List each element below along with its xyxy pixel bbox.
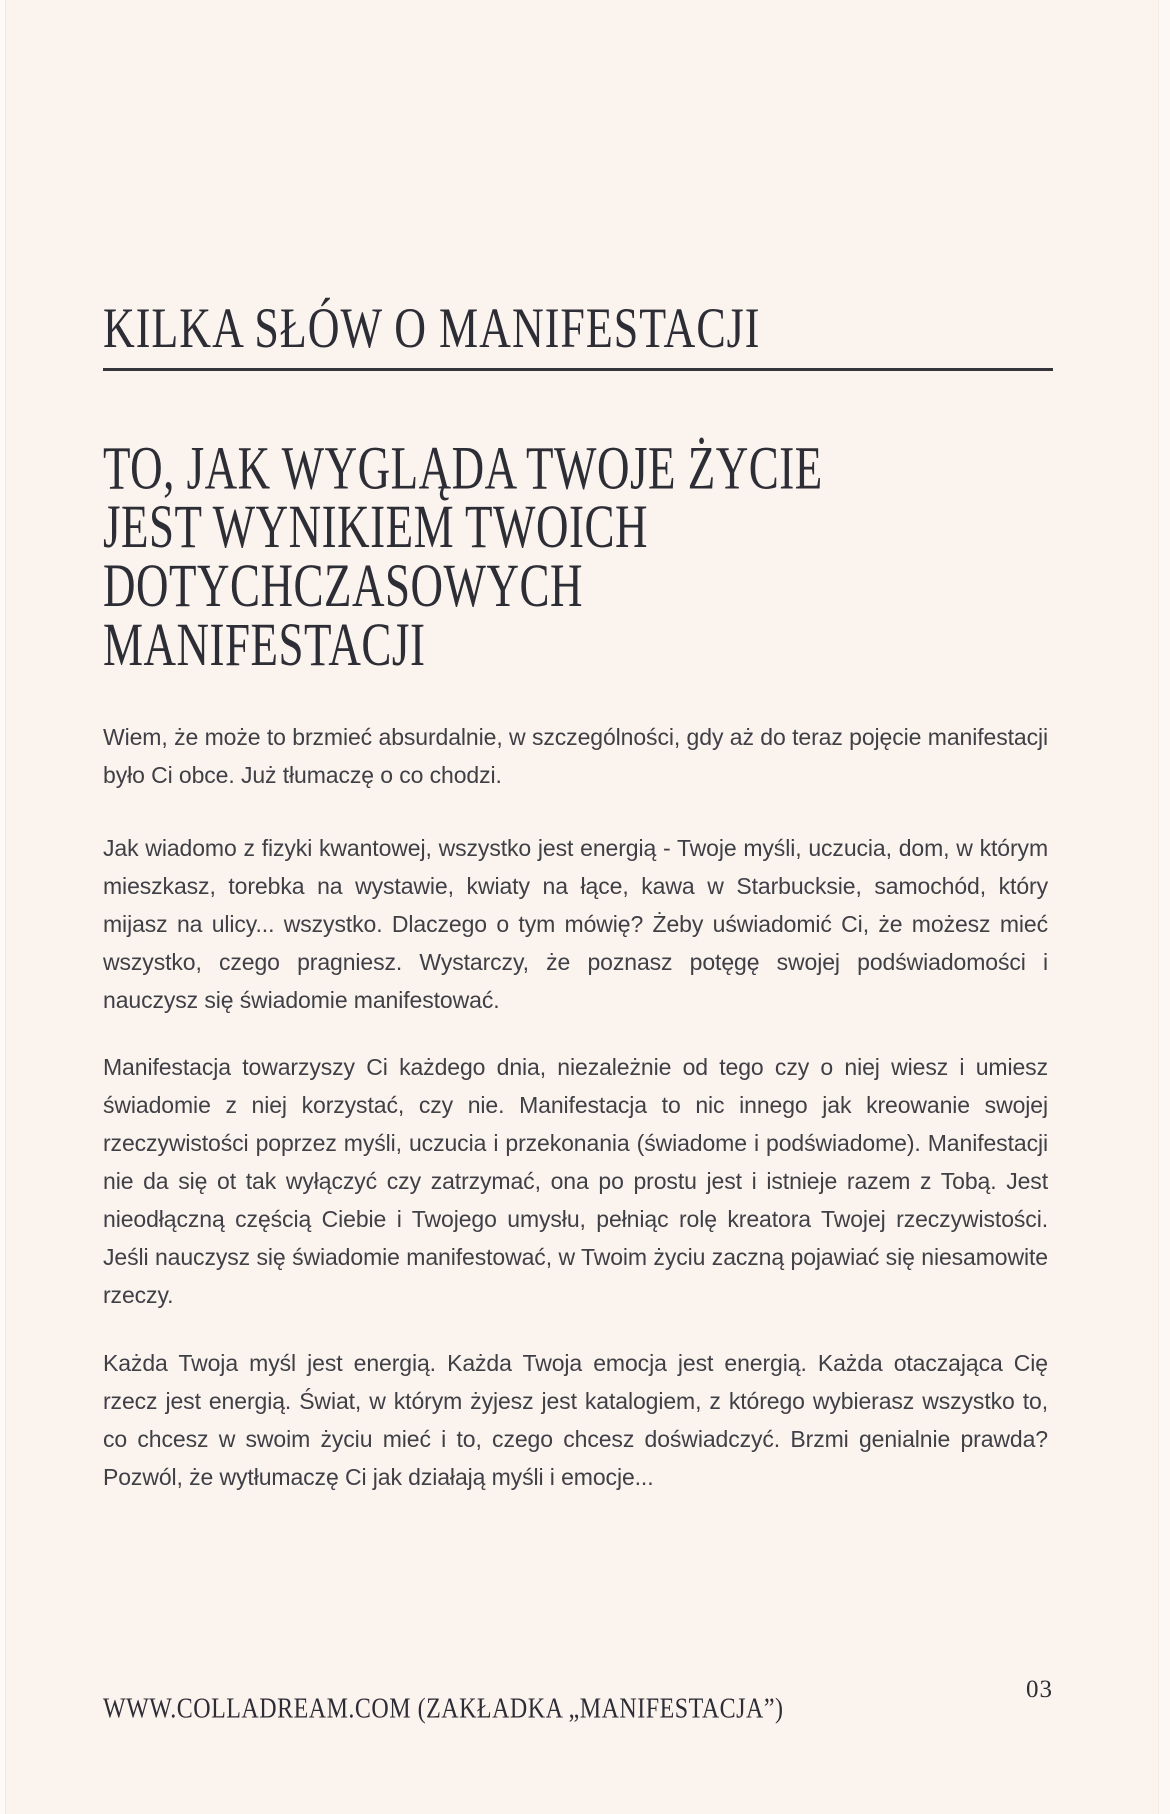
page-left-edge	[0, 0, 6, 1814]
body-paragraph-quantum-energy: Jak wiadomo z fizyki kwantowej, wszystko jest energią - Twoje myśli, uczucia, dom, w którym mieszkasz, torebka na wystawie, kwiaty na łące, kawa w Starbucksie, samochód, który mijasz na ulicy... wszystko. Dlaczego o tym mówię? Żeby uświadomić Ci, że możesz mieć wszystko, czego pragniesz. Wystarczy, że poznasz potęgę swojej podświadomości i nauczysz się świadomie manifestować.	[103, 835, 1048, 1013]
footer-website-link[interactable]: WWW.COLLADREAM.COM (ZAKŁADKA „MANIFESTACJA”)	[103, 1694, 784, 1725]
section-heading: TO, JAK WYGLĄDA TWOJE ŻYCIE JEST WYNIKIEM TWOICH DOTYCHCZASOWYCH MANIFESTACJI	[103, 433, 823, 680]
body-paragraph-intro: Wiem, że może to brzmieć absurdalnie, w szczególności, gdy aż do teraz pojęcie manifestacji było Ci obce. Już tłumaczę o co chodzi.	[103, 724, 1048, 788]
body-paragraph-manifestation-daily: Manifestacja towarzyszy Ci każdego dnia, niezależnie od tego czy o niej wiesz i umiesz świadomie z niej korzystać, czy nie. Manifestacja to nic innego jak kreowanie swojej rzeczywistości poprzez myśli, uczucia i przekonania (świadome i podświadome). Manifestacji nie da się ot tak wyłączyć czy zatrzymać, ona po prostu jest i istnieje razem z Tobą. Jest nieodłączną częścią Ciebie i Twojego umysłu, pełniąc rolę kreatora Twojej rzeczywistości. Jeśli nauczysz się świadomie manifestować, w Twoim życiu zaczną pojawiać się niesamowite rzeczy.	[103, 1054, 1048, 1308]
page-title: KILKA SŁÓW O MANIFESTACJI	[103, 296, 761, 361]
page-right-edge	[1158, 0, 1170, 1814]
title-divider-rule	[103, 368, 1053, 371]
body-paragraph-energy-catalog: Każda Twoja myśl jest energią. Każda Twoja emocja jest energią. Każda otaczająca Cię rzecz jest energią. Świat, w którym żyjesz jest katalogiem, z którego wybierasz wszystko to, co chcesz w swoim życiu mieć i to, czego chcesz doświadczyć. Brzmi genialnie prawda? Pozwól, że wytłumaczę Ci jak działają myśli i emocje...	[103, 1350, 1048, 1490]
page-number: 03	[1026, 1676, 1053, 1703]
